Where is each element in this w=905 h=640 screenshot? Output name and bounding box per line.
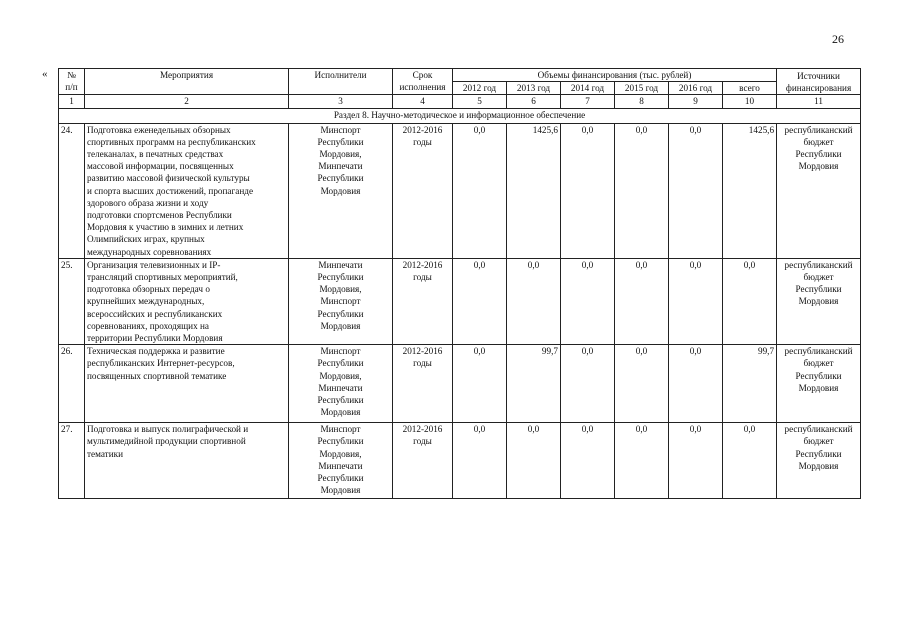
column-number: 5 [453,95,507,108]
value-2015: 0,0 [615,423,669,499]
value-2013: 0,0 [507,423,561,499]
financing-table [58,68,861,499]
value-2016: 0,0 [669,345,723,423]
value-2014: 0,0 [561,123,615,258]
column-number: 6 [507,95,561,108]
row-number: 26. [59,345,85,423]
source-cell: республиканский бюджет Республики Мордовия [777,345,861,423]
source-cell: республиканский бюджет Республики Мордовия [777,258,861,344]
table-row [59,423,861,499]
header-event: Мероприятия [85,69,289,95]
source-cell: республиканский бюджет Республики Мордовия [777,423,861,499]
header-executors: Исполнители [289,69,393,95]
value-2013: 1425,6 [507,123,561,258]
value-total: 0,0 [723,423,777,499]
row-number: 25. [59,258,85,344]
value-2014: 0,0 [561,258,615,344]
column-number: 1 [59,95,85,108]
term-cell: 2012-2016 годы [393,423,453,499]
column-number: 2 [85,95,289,108]
row-number: 27. [59,423,85,499]
value-2013: 99,7 [507,345,561,423]
event-cell: Техническая поддержка и развитие республиканских Интернет-ресурсов, посвященных спортивной тематике [85,345,289,423]
column-number: 10 [723,95,777,108]
header-term: Срок исполнения [393,69,453,95]
column-number-row [59,95,861,108]
value-total: 0,0 [723,258,777,344]
value-2016: 0,0 [669,123,723,258]
table-row [59,345,861,423]
header-year: 2012 год [453,82,507,95]
executors-cell: Минспорт Республики Мордовия, Минпечати Республики Мордовия [289,345,393,423]
header-volume: Объемы финансирования (тыс. рублей) [453,69,777,82]
table-row [59,258,861,344]
header-year: 2014 год [561,82,615,95]
column-number: 7 [561,95,615,108]
value-2012: 0,0 [453,123,507,258]
event-cell: Подготовка и выпуск полиграфической и мультимедийной продукции спортивной тематики [85,423,289,499]
column-number: 4 [393,95,453,108]
term-cell: 2012-2016 годы [393,345,453,423]
column-number: 9 [669,95,723,108]
column-number: 8 [615,95,669,108]
value-total: 99,7 [723,345,777,423]
header-total: всего [723,82,777,95]
value-2015: 0,0 [615,123,669,258]
value-2015: 0,0 [615,345,669,423]
row-number: 24. [59,123,85,258]
value-2015: 0,0 [615,258,669,344]
page-number: 26 [832,32,844,46]
event-cell: Подготовка еженедельных обзорных спортивных программ на республиканских телеканалах, в печатных средствах массовой информации, посвященных развитию массовой физической культуры и спорта высших достижений, пропаганде здорового образа жизни и ходу подготовки спортсменов Республики Мордовия к участию в зимних и летних Олимпийских играх, крупных международных соревнованиях [85,123,289,258]
section-title: Раздел 8. Научно-методическое и информационное обеспечение [59,108,861,123]
header-year: 2015 год [615,82,669,95]
term-cell: 2012-2016 годы [393,258,453,344]
executors-cell: Минпечати Республики Мордовия, Минспорт Республики Мордовия [289,258,393,344]
header-num: № п/п [59,69,85,95]
source-cell: республиканский бюджет Республики Мордовия [777,123,861,258]
event-cell: Организация телевизионных и IP- трансляций спортивных мероприятий, подготовка обзорных передач о крупнейших международных, всероссийских и республиканских соревнованиях, проходящих на территории Республики Мордовия [85,258,289,344]
value-2014: 0,0 [561,345,615,423]
header-year: 2016 год [669,82,723,95]
value-2012: 0,0 [453,345,507,423]
executors-cell: Минспорт Республики Мордовия, Минпечати Республики Мордовия [289,423,393,499]
column-number: 3 [289,95,393,108]
value-2012: 0,0 [453,423,507,499]
executors-cell: Минспорт Республики Мордовия, Минпечати Республики Мордовия [289,123,393,258]
value-2016: 0,0 [669,423,723,499]
opening-quote: « [42,68,48,80]
value-2012: 0,0 [453,258,507,344]
value-2014: 0,0 [561,423,615,499]
value-2013: 0,0 [507,258,561,344]
value-total: 1425,6 [723,123,777,258]
value-2016: 0,0 [669,258,723,344]
term-cell: 2012-2016 годы [393,123,453,258]
table-row [59,123,861,258]
column-number: 11 [777,95,861,108]
header-year: 2013 год [507,82,561,95]
header-source: Источники финансирования [777,69,861,95]
